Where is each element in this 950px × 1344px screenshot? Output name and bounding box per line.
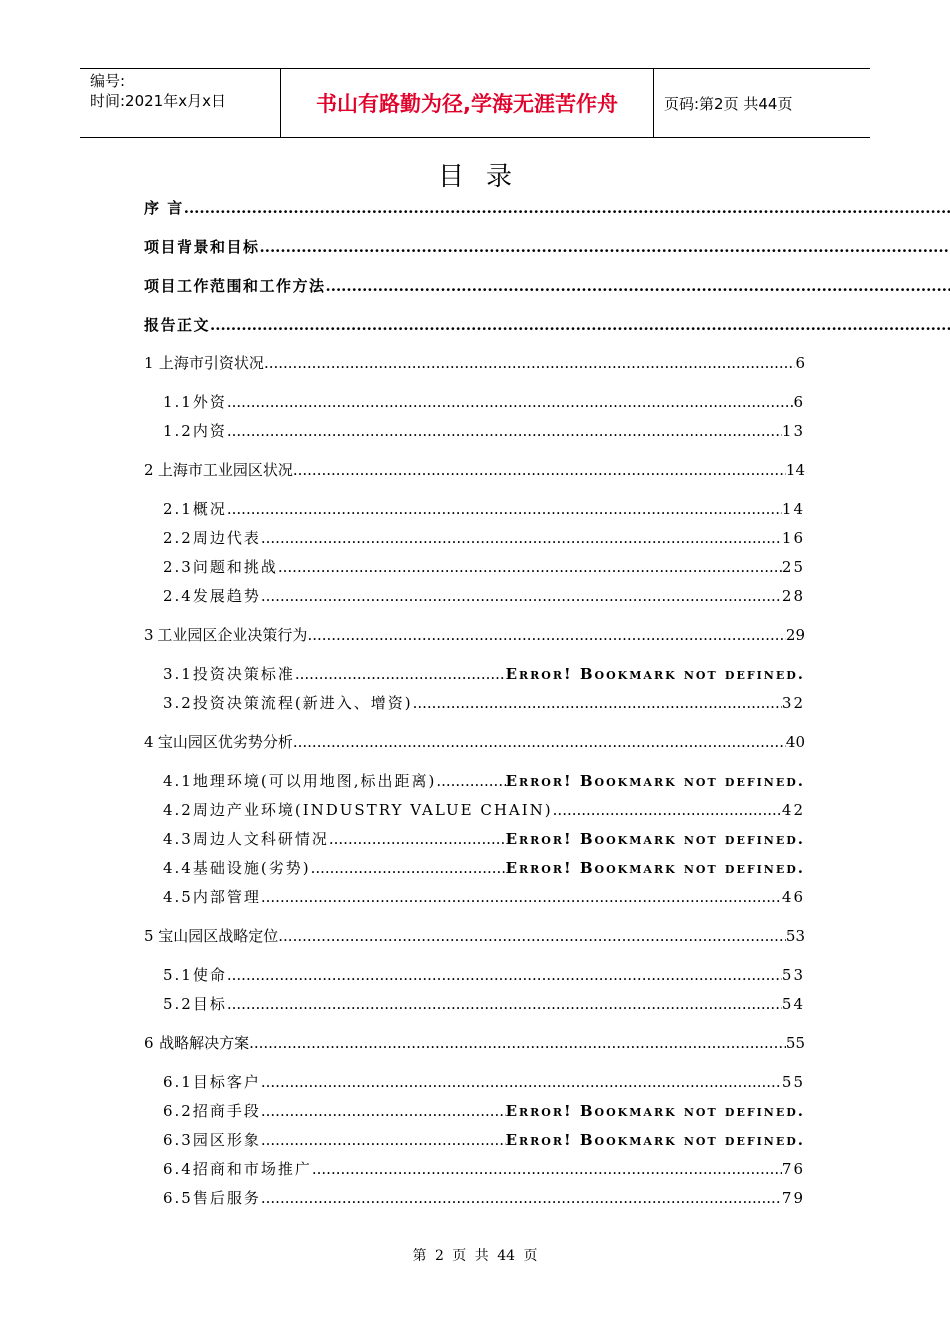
toc-dot-leader (261, 1131, 506, 1149)
toc-entry[interactable] (144, 459, 805, 481)
toc-dot-leader (295, 665, 506, 683)
toc-entry-page: 29 (785, 626, 805, 644)
toc-entry-number: 4.1 (163, 772, 193, 790)
toc-entry-number: 6.4 (163, 1160, 193, 1178)
toc-entry[interactable] (163, 828, 805, 850)
toc-entry-text: 外资 (192, 393, 227, 411)
toc-dot-leader (278, 558, 782, 576)
toc-entry[interactable] (144, 236, 950, 258)
toc-entry[interactable] (163, 799, 805, 821)
toc-entry-text: 工业园区企业决策行为 (157, 626, 308, 644)
toc-entry-number: 2.2 (163, 529, 193, 547)
toc-dot-leader (436, 772, 505, 790)
toc-entry[interactable] (163, 391, 805, 413)
toc-entry[interactable] (163, 770, 805, 792)
toc-entry-number: 4.3 (163, 830, 193, 848)
toc-entry-text: 上海市工业园区状况 (157, 461, 293, 479)
toc-entry[interactable] (144, 624, 805, 646)
toc-entry-text: 目标 (192, 995, 227, 1013)
toc-entry-text: 周边产业环境(INDUSTRY VALUE CHAIN) (192, 801, 553, 819)
toc-entry-page: Error! Bookmark not defined. (505, 1102, 805, 1120)
toc-entry[interactable] (163, 1071, 805, 1093)
toc-entry-text: 项目背景和目标 (144, 238, 260, 256)
toc-entry-number: 6 (144, 1034, 154, 1052)
toc-entry-number: 2.1 (163, 500, 193, 518)
page-header (80, 68, 870, 138)
toc-entry-text: 问题和挑战 (192, 558, 278, 576)
toc-entry-number: 6.3 (163, 1131, 193, 1149)
toc-entry-number: 5.1 (163, 966, 193, 984)
toc-dot-leader (227, 995, 782, 1013)
toc-entry-text: 使命 (192, 966, 227, 984)
toc-entry[interactable] (163, 993, 805, 1015)
toc-dot-leader (261, 1102, 506, 1120)
toc-entry-text: 发展趋势 (192, 587, 261, 605)
toc-entry-page: Error! Bookmark not defined. (505, 830, 805, 848)
toc-entry-text: 售后服务 (192, 1189, 261, 1207)
toc-entry-number: 4.2 (163, 801, 193, 819)
toc-dot-leader (260, 238, 950, 256)
toc-dot-leader (326, 277, 950, 295)
toc-entry-page: 40 (785, 733, 805, 751)
toc-entry-page: 13 (781, 422, 805, 440)
toc-entry-number: 1.2 (163, 422, 193, 440)
toc-entry-number: 2.3 (163, 558, 193, 576)
toc-dot-leader (261, 888, 782, 906)
toc-entry[interactable] (144, 314, 950, 336)
toc-dot-leader (311, 859, 506, 877)
toc-entry-number: 2 (144, 461, 154, 479)
toc-entry[interactable] (144, 197, 950, 219)
toc-entry[interactable] (163, 585, 805, 607)
toc-entry-number: 3 (144, 626, 154, 644)
toc-entry-page: 55 (785, 1034, 805, 1052)
toc-entry[interactable] (163, 964, 805, 986)
toc-entry-number: 6.2 (163, 1102, 193, 1120)
toc-dot-leader (553, 801, 782, 819)
toc-entry-number: 6.1 (163, 1073, 193, 1091)
toc-entry-page: 6 (795, 354, 805, 372)
toc-entry[interactable] (163, 556, 805, 578)
toc-entry-number: 4.5 (163, 888, 193, 906)
toc-entry-number: 5 (144, 927, 154, 945)
toc-dot-leader (413, 694, 782, 712)
toc-entry-number: 4.4 (163, 859, 193, 877)
toc-entry-page: 55 (781, 1073, 805, 1091)
toc-entry-text: 投资决策标准 (192, 665, 295, 683)
toc-entry-text: 目标客户 (192, 1073, 261, 1091)
toc-entry-text: 内部管理 (192, 888, 261, 906)
toc-dot-leader (312, 1160, 782, 1178)
header-motto: 书山有路勤为径,学海无涯苦作舟 (281, 69, 654, 137)
toc-dot-leader (264, 354, 796, 372)
toc-entry-number: 4 (144, 733, 154, 751)
toc-entry-text: 投资决策流程(新进入、增资) (192, 694, 413, 712)
toc-entry-page: 25 (781, 558, 805, 576)
page-footer: 第 2 页 共 44 页 (412, 1248, 538, 1264)
toc-entry-text: 园区形象 (192, 1131, 261, 1149)
toc-dot-leader (278, 927, 786, 945)
toc-dot-leader (227, 500, 782, 518)
toc-dot-leader (227, 966, 782, 984)
time-label: 时间:2021年x月x日 (90, 92, 226, 110)
toc-entry[interactable] (144, 731, 805, 753)
toc-entry-text: 报告正文 (144, 316, 211, 334)
toc-entry[interactable] (163, 692, 805, 714)
toc-entry[interactable] (163, 527, 805, 549)
toc-entry[interactable] (144, 1032, 805, 1054)
toc-entry-text: 宝山园区战略定位 (158, 927, 279, 945)
toc-entry-page: Error! Bookmark not defined. (505, 665, 805, 683)
toc-entry-page: 53 (785, 927, 805, 945)
toc-entry-page: 28 (781, 587, 805, 605)
toc-entry-text: 内资 (192, 422, 227, 440)
toc-entry-text: 基础设施(劣势) (192, 859, 311, 877)
header-page-info: 页码:第2页 共44页 (664, 94, 793, 113)
toc-entry[interactable] (163, 1187, 805, 1209)
toc-entry[interactable] (163, 663, 805, 685)
toc-entry-text: 地理环境(可以用地图,标出距离) (192, 772, 437, 790)
toc-dot-leader (293, 733, 786, 751)
toc-entry[interactable] (163, 498, 805, 520)
toc-entry-text: 招商手段 (192, 1102, 261, 1120)
toc-entry[interactable] (144, 352, 805, 374)
toc-entry-page: 42 (781, 801, 805, 819)
toc-entry-number: 5.2 (163, 995, 193, 1013)
toc-entry-text: 概况 (192, 500, 227, 518)
toc-dot-leader (249, 1034, 786, 1052)
toc-entry-text: 周边代表 (192, 529, 261, 547)
toc-entry-page: 53 (781, 966, 805, 984)
toc-entry-text: 招商和市场推广 (192, 1160, 312, 1178)
toc-entry[interactable] (163, 857, 805, 879)
toc-dot-leader (261, 529, 782, 547)
toc-entry-number: 6.5 (163, 1189, 193, 1207)
toc-entry-text: 战略解决方案 (159, 1034, 250, 1052)
toc-entry-page: Error! Bookmark not defined. (505, 859, 805, 877)
toc-entry-page: Error! Bookmark not defined. (505, 1131, 805, 1149)
toc-entry[interactable] (163, 1100, 805, 1122)
toc-entry-text: 宝山园区优劣势分析 (157, 733, 293, 751)
toc-entry[interactable] (144, 925, 805, 947)
toc-entry-number: 3.2 (163, 694, 193, 712)
toc-entry-text: 项目工作范围和工作方法 (144, 277, 326, 295)
toc-entry-text: 序 言 (144, 199, 184, 217)
toc-entry-page: 32 (781, 694, 805, 712)
toc-title: 目录 (437, 162, 534, 192)
toc-entry-page: 46 (781, 888, 805, 906)
toc-entry-page: 14 (785, 461, 805, 479)
toc-dot-leader (293, 461, 786, 479)
toc-entry-number: 1.1 (163, 393, 193, 411)
toc-entry-text: 周边人文科研情况 (192, 830, 329, 848)
toc-dot-leader (307, 626, 785, 644)
toc-entry-page: 54 (781, 995, 805, 1013)
toc-entry-number: 3.1 (163, 665, 193, 683)
toc-entry-page: Error! Bookmark not defined. (505, 772, 805, 790)
toc-entry-page: 16 (781, 529, 805, 547)
toc-entry[interactable] (163, 886, 805, 908)
toc-dot-leader (210, 316, 950, 334)
toc-entry-number: 1 (144, 354, 154, 372)
toc-dot-leader (184, 199, 950, 217)
toc-entry-page: 79 (781, 1189, 805, 1207)
toc-dot-leader (261, 587, 782, 605)
header-meta (80, 69, 281, 137)
code-label: 编号: (90, 72, 126, 90)
toc-dot-leader (227, 393, 794, 411)
toc-entry-page: 6 (793, 393, 805, 411)
toc-entry-text: 上海市引资状况 (158, 354, 264, 372)
toc-entry[interactable] (163, 1158, 805, 1180)
toc-dot-leader (261, 1073, 782, 1091)
toc-entry[interactable] (163, 420, 805, 442)
toc-entry-page: 14 (781, 500, 805, 518)
toc-entry-page: 76 (781, 1160, 805, 1178)
toc-entry[interactable] (163, 1129, 805, 1151)
toc-entry-number: 2.4 (163, 587, 193, 605)
toc-dot-leader (227, 422, 782, 440)
toc-entry[interactable] (144, 275, 950, 297)
toc-dot-leader (261, 1189, 782, 1207)
toc-dot-leader (329, 830, 506, 848)
